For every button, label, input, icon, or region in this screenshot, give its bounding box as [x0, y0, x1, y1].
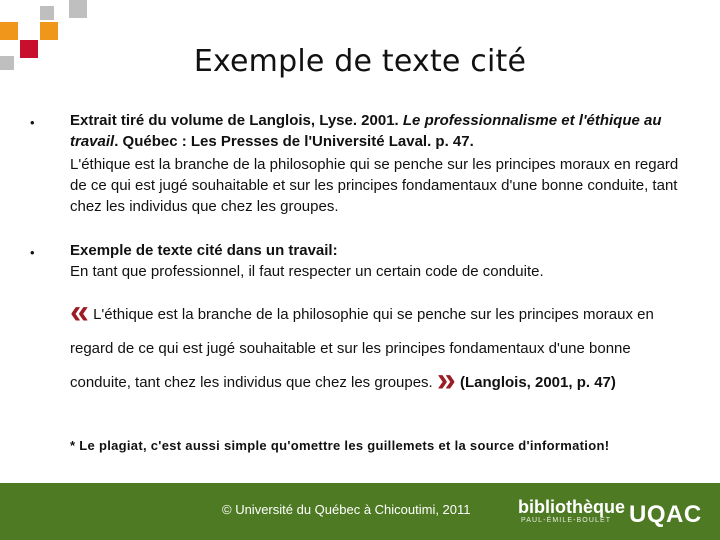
library-logo: bibliothèque [518, 497, 625, 517]
source-publisher: . Québec : Les Presses de l'Université Laval. p. 47. [114, 133, 474, 150]
bullet: • [30, 115, 35, 130]
example-intro: En tant que professionnel, il faut respecter un certain code de conduite. [70, 263, 544, 280]
corner-square [40, 22, 58, 40]
corner-square [0, 22, 18, 40]
open-quote-mark: « [70, 293, 89, 331]
footer-bar [0, 483, 720, 540]
source-reference [70, 110, 690, 152]
copyright-text: © Université du Québec à Chicoutimi, 2011 [222, 502, 471, 517]
slide-title: Exemple de texte cité [193, 44, 527, 79]
close-quote-mark: » [436, 361, 456, 399]
uqac-logo: UQAC [629, 501, 702, 528]
example-heading: Exemple de texte cité dans un travail: [70, 242, 338, 259]
source-text: Extrait tiré du volume de Langlois, Lyse. 2001. [70, 112, 403, 129]
citation: (Langlois, 2001, p. 47) [460, 374, 616, 391]
plagiarism-note: * Le plagiat, c'est aussi simple qu'omettre les guillemets et la source d'information! [70, 438, 610, 453]
corner-square [69, 0, 87, 18]
library-logo-subtitle: PAUL-ÉMILE-BOULET [521, 517, 612, 524]
corner-square [40, 6, 54, 20]
source-book-title: Le professionnalisme et l'éthique au travail [70, 112, 662, 150]
bullet: • [30, 245, 35, 260]
quote-text: L'éthique est la branche de la philosophie qui se penche sur les principes moraux en regard de ce qui est jugé souhaitable et sur les principes fondamentaux d'une bonne conduite, tant chez les individus que chez les groupes. [70, 306, 654, 391]
quoted-passage [70, 293, 690, 400]
source-paragraph: L'éthique est la branche de la philosophie qui se penche sur les principes moraux en regard de ce qui est jugé souhaitable et sur les principes fondamentaux d'une bonne conduite, tant chez les individus que chez les groupes. [70, 156, 679, 215]
